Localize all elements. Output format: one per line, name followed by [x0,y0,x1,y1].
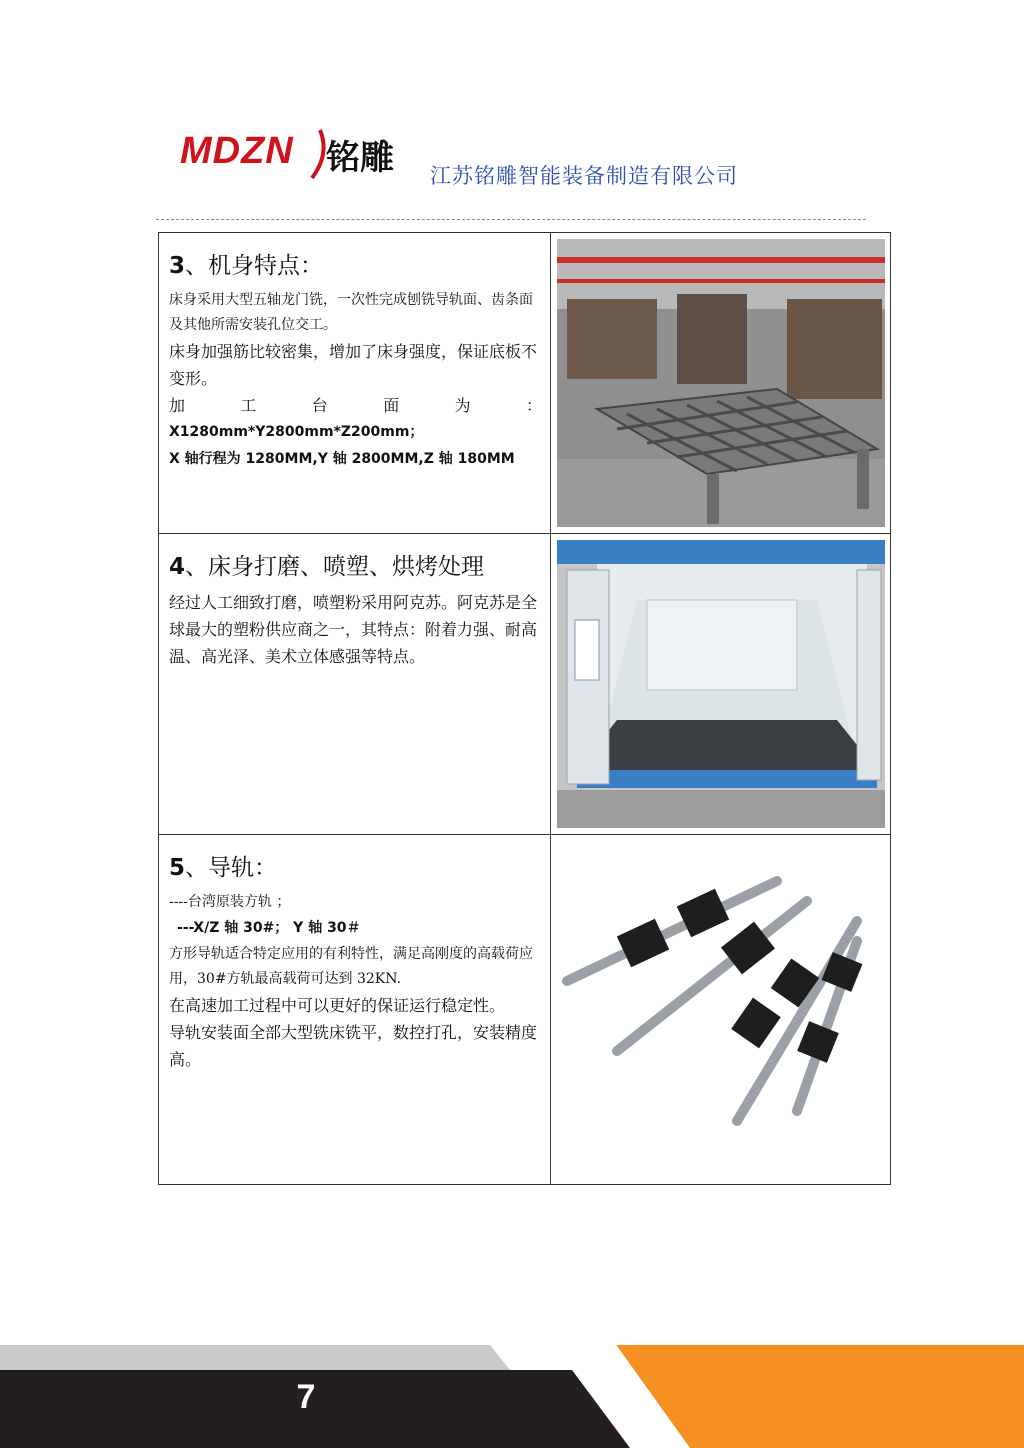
section-title: 5、导轨： [169,855,278,881]
section-5-text [159,835,551,1185]
paragraph: 经过人工细致打磨，喷塑粉采用阿克苏。阿克苏是全球最大的塑粉供应商之一，其特点：附着力强、耐高温、高光泽、美术立体感强等特点。 [169,593,538,666]
footer-decoration [0,1345,1024,1448]
machine-bed-photo [557,239,885,527]
table-row [159,534,891,835]
section-4-photo-cell [551,534,891,835]
company-name: 江苏铭雕智能装备制造有限公司 [430,164,738,188]
paragraph: 在高速加工过程中可以更好的保证运行稳定性。 [169,996,506,1015]
paragraph: 床身加强筋比较密集，增加了床身强度，保证底板不变形。 [169,342,538,388]
section-title: 3、机身特点： [169,253,324,279]
paragraph: 导轨安装面全部大型铣床铣平，数控打孔，安装精度高。 [169,1023,538,1069]
spray-booth-photo [557,540,885,828]
logo-text: MDZN [180,130,294,172]
table-row [159,233,891,534]
paragraph: 方形导轨适合特定应用的有利特性，满足高刚度的高载荷应用，30#方轨最高载荷可达到 32KN. [169,946,533,987]
section-4-text [159,534,551,835]
linear-guide-rails-photo [557,841,885,1141]
paragraph: 加 工 台 面 为 ： [169,396,542,415]
section-5-photo-cell [551,835,891,1185]
paragraph: ----台湾原装方轨 ； [169,894,291,910]
paragraph: ---X/Z 轴 30#； Y 轴 30＃ [177,920,361,936]
section-3-photo-cell [551,233,891,534]
paragraph: 床身采用大型五轴龙门铣，一次性完成刨铣导轨面、齿条面及其他所需安装孔位交工。 [169,292,533,333]
logo-chinese-text: 铭雕 [326,138,394,178]
spec-table [158,232,891,1185]
section-3-text [159,233,551,534]
page-number: 7 [296,1378,316,1416]
table-row [159,835,891,1185]
section-title: 4、床身打磨、喷塑、烘烤处理 [169,554,485,580]
paragraph: X1280mm*Y2800mm*Z200mm； [169,424,424,440]
paragraph: X 轴行程为 1280MM,Y 轴 2800MM,Z 轴 180MM [169,451,515,467]
header-divider [156,219,866,220]
company-logo [180,124,410,184]
